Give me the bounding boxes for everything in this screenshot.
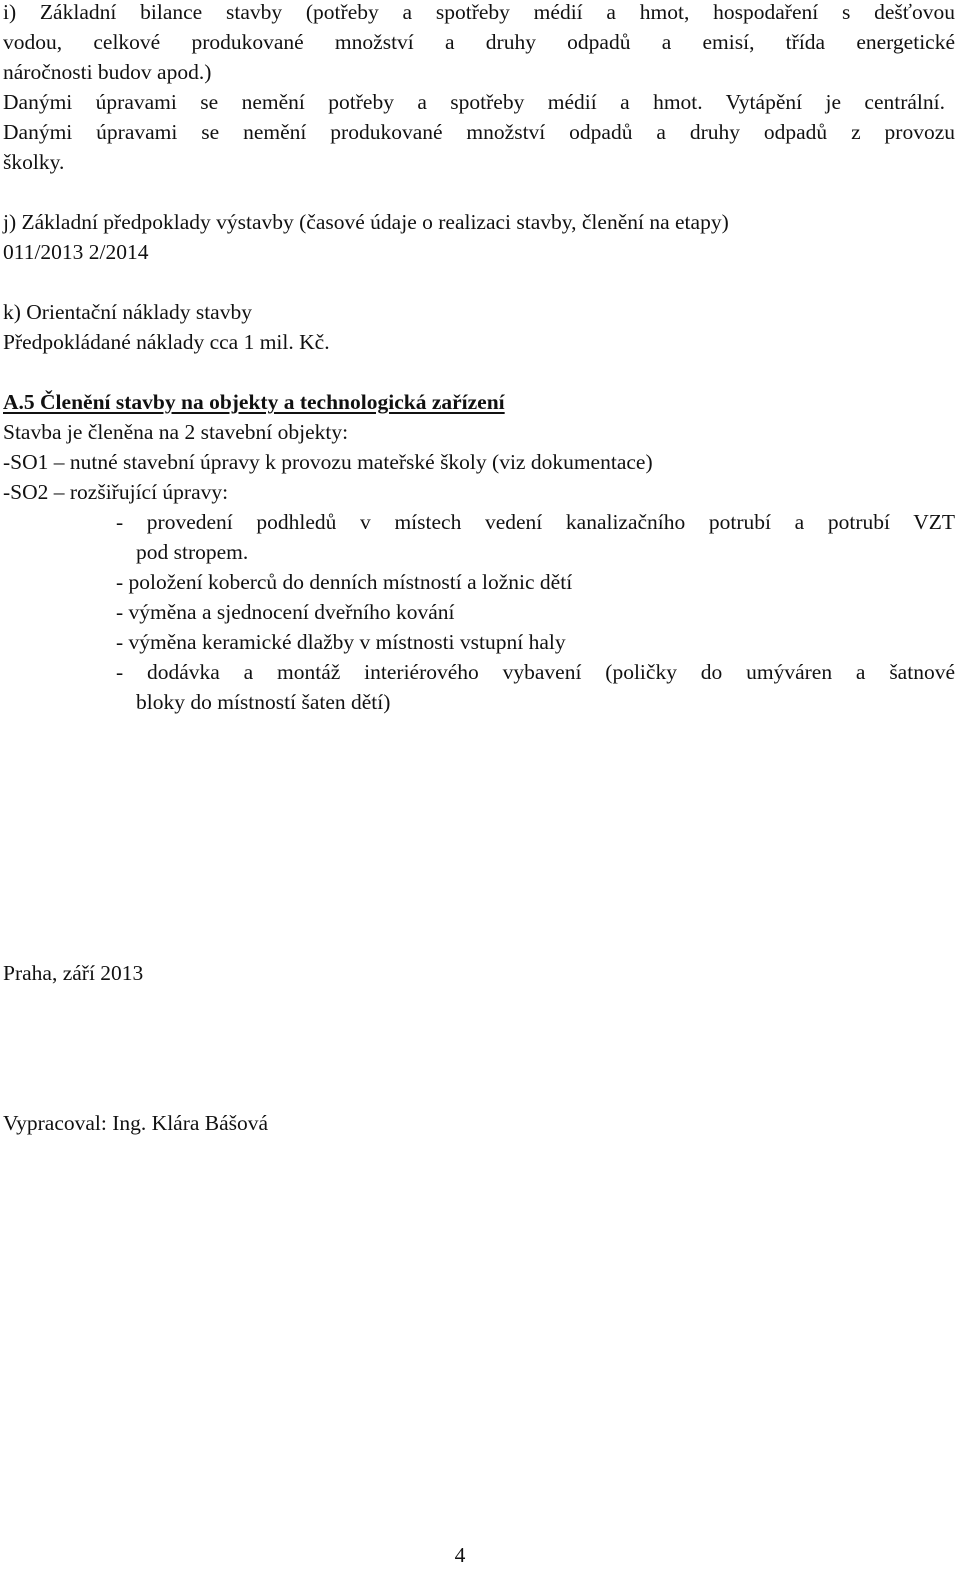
section-i-line-6: školky.	[3, 150, 65, 174]
section-j-value: 011/2013 2/2014	[3, 240, 149, 264]
section-a5-intro: Stavba je členěna na 2 stavební objekty:	[3, 420, 349, 444]
so1-item: -SO1 – nutné stavební úpravy k provozu mateřské školy (viz dokumentace)	[3, 450, 653, 474]
section-a5-heading: A.5 Členění stavby na objekty a technologická zařízení	[3, 390, 505, 414]
so2-subitem-2: - položení koberců do denních místností a ložnic dětí	[116, 570, 573, 594]
so2-subitem-5-line-1: - dodávka a montáž interiérového vybavení (poličky do umýváren a šatnové	[116, 660, 955, 684]
so2-subitem-3: - výměna a sjednocení dveřního kování	[116, 600, 455, 624]
so2-item: -SO2 – rozšiřující úpravy:	[3, 480, 229, 504]
so2-subitem-5-line-2: bloky do místností šaten dětí)	[136, 690, 391, 714]
place-date: Praha, září 2013	[3, 961, 144, 985]
section-i-line-3: náročnosti budov apod.)	[3, 60, 212, 84]
so2-subitem-1-line-2: pod stropem.	[136, 540, 249, 564]
section-i-line-5: Danými úpravami se nemění produkované množství odpadů a druhy odpadů z provozu	[3, 120, 955, 144]
so2-subitem-4: - výměna keramické dlažby v místnosti vstupní haly	[116, 630, 566, 654]
so2-subitem-1-line-1: - provedení podhledů v místech vedení kanalizačního potrubí a potrubí VZT	[116, 510, 955, 534]
section-i-line-4: Danými úpravami se nemění potřeby a spotřeby médií a hmot. Vytápění je centrální.	[3, 90, 945, 114]
section-k-value: Předpokládané náklady cca 1 mil. Kč.	[3, 330, 330, 354]
section-j-heading: j) Základní předpoklady výstavby (časové údaje o realizaci stavby, členění na etapy)	[3, 210, 729, 234]
author-signature-line: Vypracoval: Ing. Klára Bášová	[3, 1111, 269, 1135]
section-k-heading: k) Orientační náklady stavby	[3, 300, 252, 324]
page-number: 4	[454, 1543, 466, 1567]
section-i-line-1: i) Základní bilance stavby (potřeby a spotřeby médií a hmot, hospodaření s dešťovou	[3, 0, 955, 24]
section-i-line-2: vodou, celkové produkované množství a druhy odpadů a emisí, třída energetické	[3, 30, 955, 54]
